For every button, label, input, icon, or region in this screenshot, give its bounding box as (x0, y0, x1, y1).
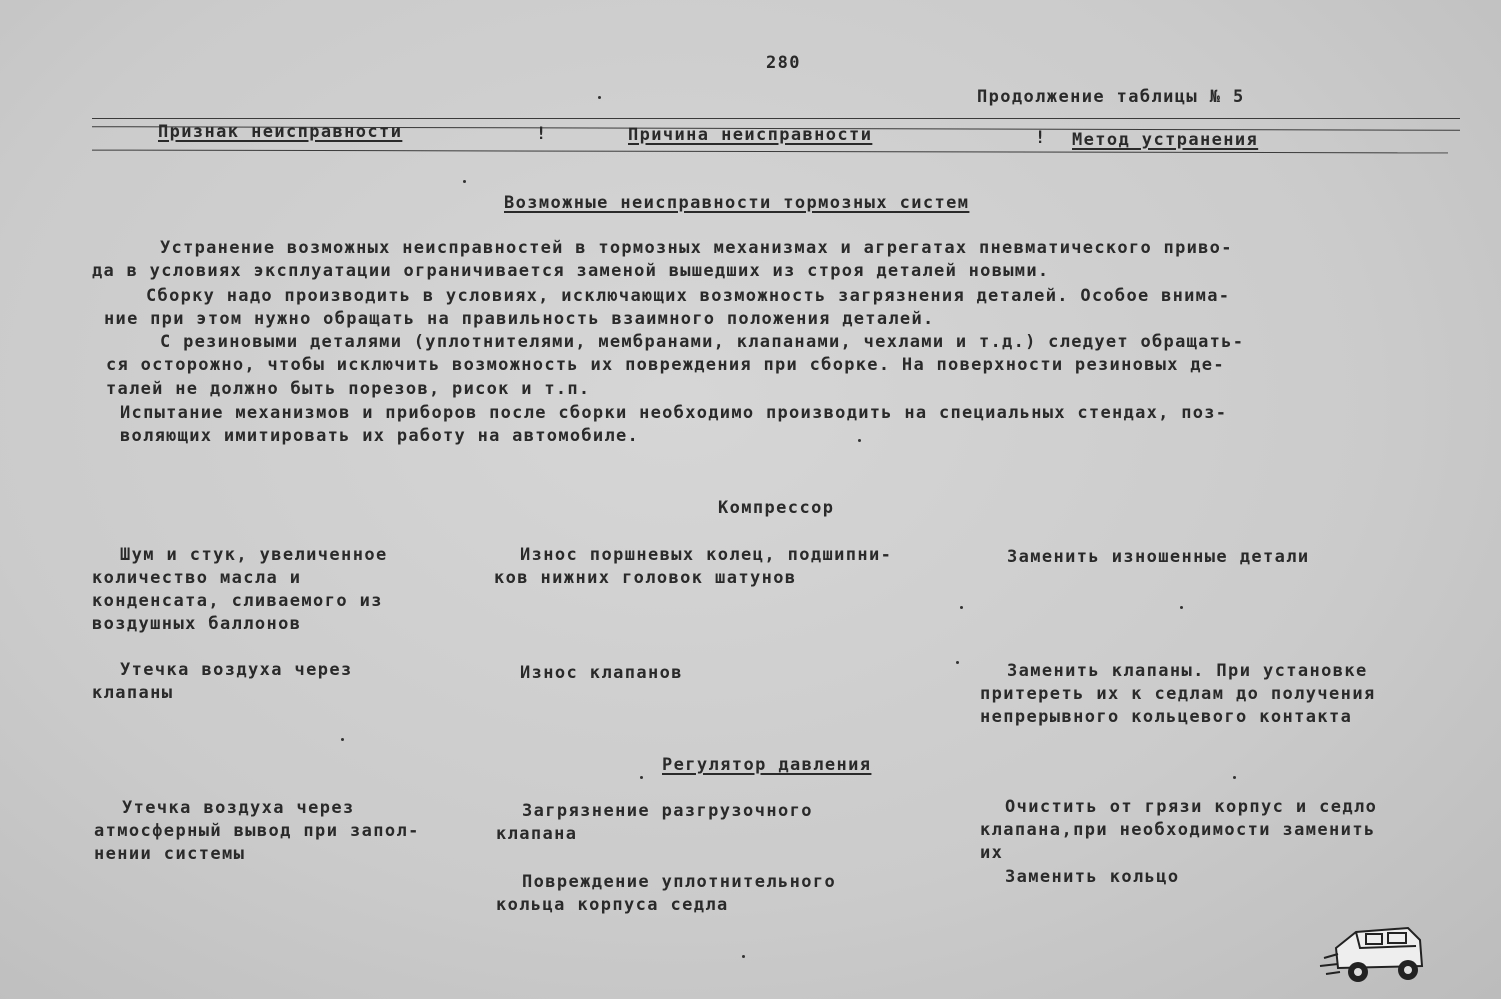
scan-speck (858, 439, 861, 442)
header-top-rule (92, 118, 1460, 119)
truck-logo-icon (1316, 918, 1436, 990)
scan-speck (463, 180, 466, 183)
table-caption: Продолжение таблицы № 5 (977, 87, 1245, 107)
intro-line: Испытание механизмов и приборов после сборки необходимо производить на специальных стендах, поз- (120, 403, 1228, 423)
header-symptom: Признак неисправности (158, 122, 403, 142)
symptom-cell: Утечка воздуха через атмосферный вывод при запол- нении системы (94, 798, 420, 864)
scan-speck (742, 955, 745, 958)
symptom-cell: Утечка воздуха через клапаны (92, 660, 353, 703)
section-compressor-title: Компрессор (718, 498, 835, 518)
intro-line: Устранение возможных неисправностей в тормозных механизмах и агрегатах пневматического приво- (160, 238, 1233, 258)
scan-speck (341, 738, 344, 741)
remedy-cell: Заменить изношенные детали (1007, 547, 1310, 567)
symptom-cell: Шум и стук, увеличенное количество масла и конденсата, сливаемого из воздушных баллонов (92, 545, 388, 634)
scan-speck (640, 776, 643, 779)
intro-line: ние при этом нужно обращать на правильность взаимного положения деталей. (104, 309, 935, 329)
header-remedy: Метод устранения (1072, 130, 1259, 150)
scan-speck (960, 606, 963, 609)
remedy-cell: Заменить кольцо (1005, 867, 1180, 887)
remedy-cell: Заменить клапаны. При установке притереть их к седлам до получения непрерывного кольцевого контакта (980, 661, 1376, 727)
intro-line: воляющих имитировать их работу на автомобиле. (120, 426, 640, 446)
page-number: 280 (766, 53, 801, 73)
scan-speck (598, 96, 601, 99)
cause-cell: Повреждение уплотнительного кольца корпуса седла (496, 872, 837, 915)
scan-speck (1233, 776, 1236, 779)
remedy-cell: Очистить от грязи корпус и седло клапана,при необходимости заменить их (980, 797, 1378, 863)
intro-line: С резиновыми деталями (уплотнителями, мембранами, клапанами, чехлами и т.д.) следует обращать- (160, 332, 1245, 352)
section-title: Возможные неисправности тормозных систем (504, 193, 970, 213)
cause-cell: Износ клапанов (520, 663, 683, 683)
section-regulator-title: Регулятор давления (662, 755, 872, 775)
intro-line: талей не должно быть порезов, рисок и т.п. (106, 379, 591, 399)
header-separator-1: ! (536, 124, 548, 144)
header-cause: Причина неисправности (628, 125, 873, 145)
scan-speck (1180, 606, 1183, 609)
header-separator-2: ! (1035, 128, 1047, 148)
intro-line: да в условиях эксплуатации ограничивается заменой вышедших из строя деталей новыми. (92, 261, 1050, 281)
cause-cell: Износ поршневых колец, подшипни- ков нижних головок шатунов (494, 545, 893, 588)
intro-line: Сборку надо производить в условиях, исключающих возможность загрязнения деталей. Особое внима- (146, 286, 1231, 306)
scan-speck (956, 661, 959, 664)
cause-cell: Загрязнение разгрузочного клапана (496, 801, 813, 844)
intro-line: ся осторожно, чтобы исключить возможность их повреждения при сборке. На поверхности резиновых де- (106, 355, 1225, 375)
